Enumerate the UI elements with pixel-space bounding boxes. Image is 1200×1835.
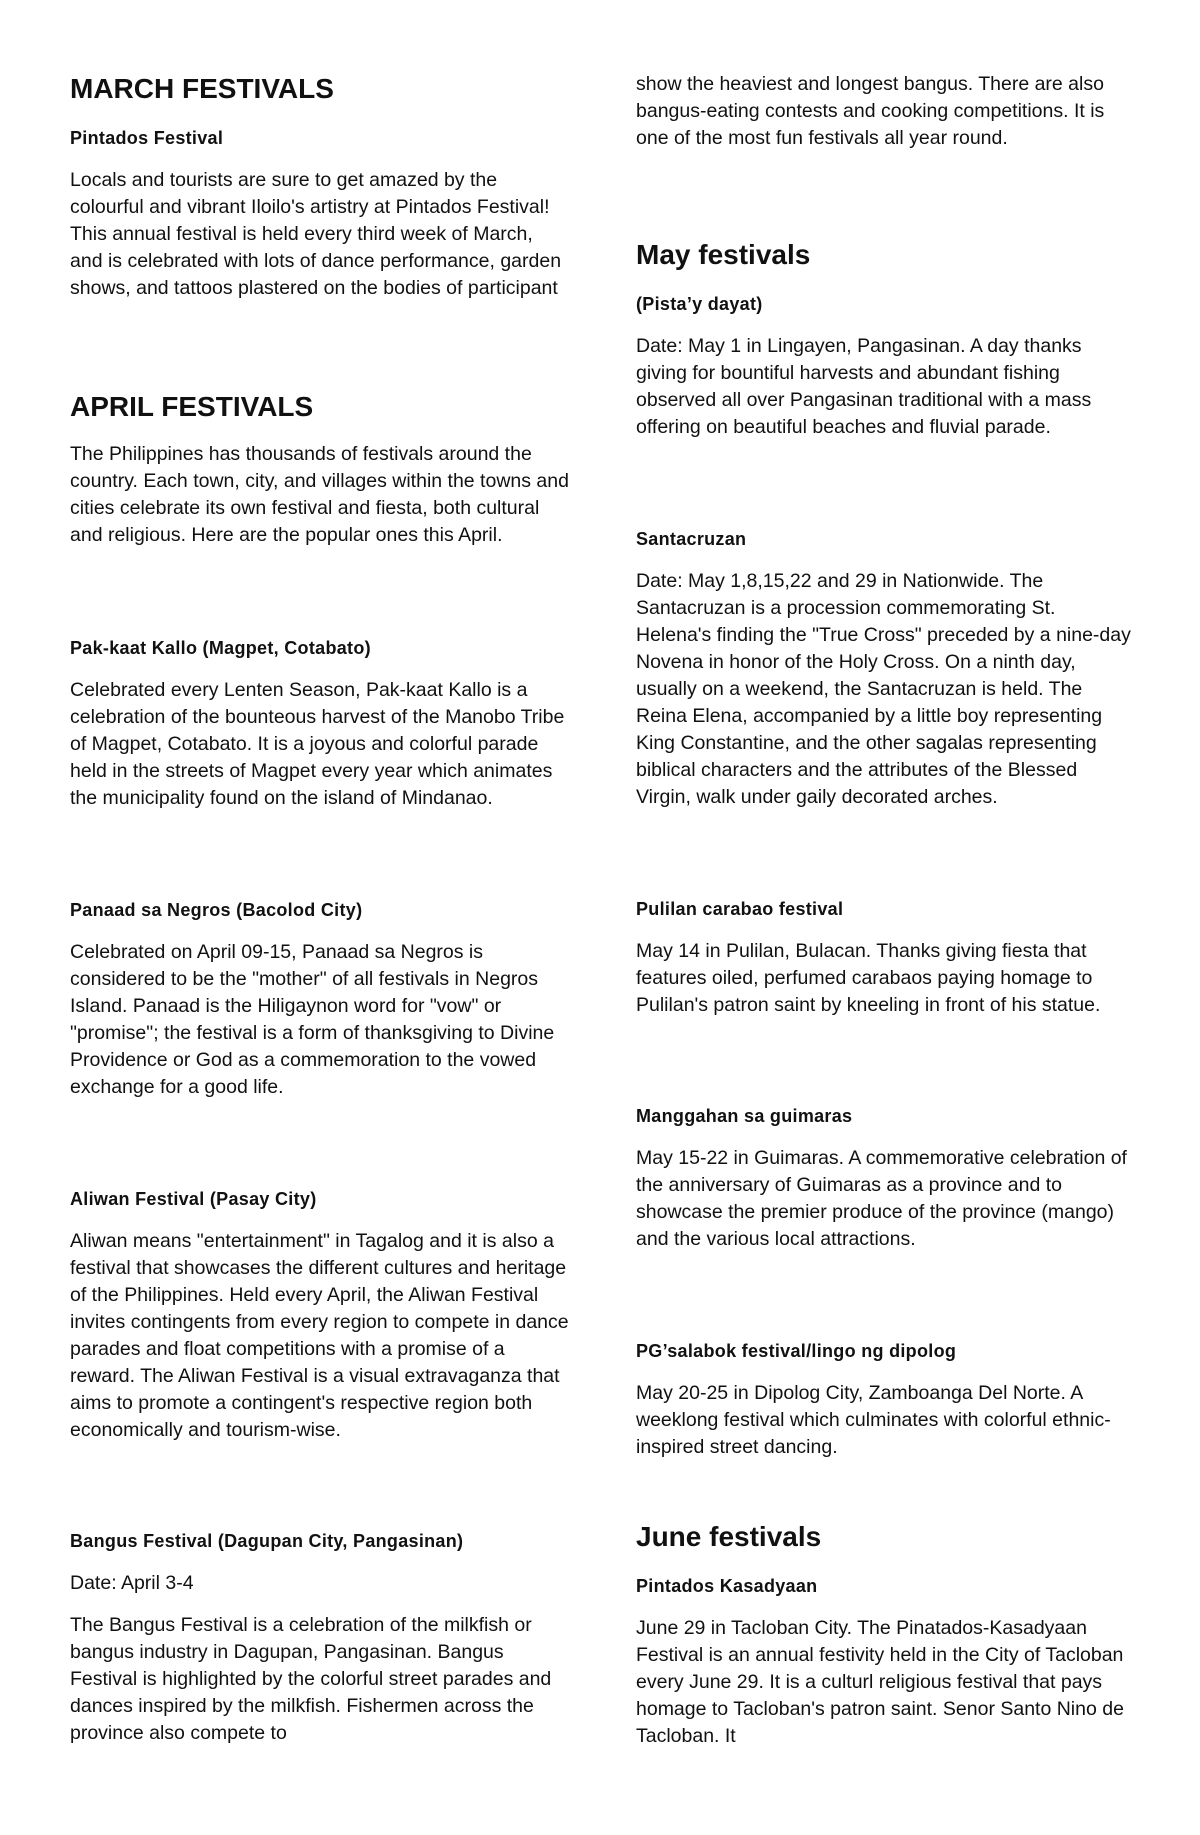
pgsalabok-text: May 20-25 in Dipolog City, Zamboanga Del Norte. A weeklong festival which culminates with colorful ethnic-inspired street dancing.: [636, 1382, 1111, 1458]
pistay-dayat-text: Date: May 1 in Lingayen, Pangasinan. A day thanks giving for bountiful harvests and abundant fishing observed all over Pangasinan traditional with a mass offering on beautiful beaches and fluvial parade.: [636, 335, 1092, 438]
bangus-date: Date: April 3-4: [70, 1572, 194, 1594]
pakkaat-kallo-text: Celebrated every Lenten Season, Pak-kaat Kallo is a celebration of the bounteous harvest of the Manobo Tribe of Magpet, Cotabato. It is a joyous and colorful parade held in the streets of Magpet every year which animates the municipality found on the island of Mindanao.: [70, 679, 565, 809]
pulilan-heading: Pulilan carabao festival: [636, 899, 844, 919]
june-festivals-heading: June festivals: [636, 1521, 822, 1552]
manggahan-heading: Manggahan sa guimaras: [636, 1106, 853, 1126]
bangus-continued-text: show the heaviest and longest bangus. There are also bangus-eating contests and cooking competitions. It is one of the most fun festivals all year round.: [636, 73, 1105, 149]
santacruzan-heading: Santacruzan: [636, 529, 747, 549]
may-festivals-heading: May festivals: [636, 239, 811, 270]
aliwan-text: Aliwan means "entertainment" in Tagalog and it is also a festival that showcases the different cultures and heritage of the Philippines. Held every April, the Aliwan Festival invites contingents from every region to compete in dance parades and float competitions with a promise of a reward. The Aliwan Festival is a visual extravaganza that aims to promote a contingent's respective region both economically and tourism-wise.: [70, 1230, 569, 1441]
pintados-kasadyaan-text: June 29 in Tacloban City. The Pinatados-Kasadyaan Festival is an annual festivity held in the City of Tacloban every June 29. It is a culturl religious festival that pays homage to Tacloban's patron saint. Senor Santo Nino de Tacloban. It: [636, 1617, 1124, 1747]
pintados-kasadyaan-heading: Pintados Kasadyaan: [636, 1576, 818, 1596]
april-festivals-heading: APRIL FESTIVALS: [70, 391, 314, 422]
panaad-heading: Panaad sa Negros (Bacolod City): [70, 900, 363, 920]
aliwan-heading: Aliwan Festival (Pasay City): [70, 1189, 317, 1209]
pakkaat-kallo-heading: Pak-kaat Kallo (Magpet, Cotabato): [70, 638, 371, 658]
pintados-festival-text: Locals and tourists are sure to get amazed by the colourful and vibrant Iloilo's artistry at Pintados Festival! This annual festival is held every third week of March, and is celebrated with lots of dance performance, garden shows, and tattoos plastered on the bodies of participant: [70, 169, 562, 299]
pintados-festival-heading: Pintados Festival: [70, 128, 224, 148]
pgsalabok-heading: PG’salabok festival/lingo ng dipolog: [636, 1341, 957, 1361]
april-intro-text: The Philippines has thousands of festivals around the country. Each town, city, and villages within the towns and cities celebrate its own festival and fiesta, both cultural and religious. Here are the popular ones this April.: [70, 443, 569, 546]
march-festivals-heading: MARCH FESTIVALS: [70, 73, 334, 104]
bangus-heading: Bangus Festival (Dagupan City, Pangasinan): [70, 1531, 464, 1551]
pistay-dayat-heading: (Pista’y dayat): [636, 294, 763, 314]
santacruzan-text: Date: May 1,8,15,22 and 29 in Nationwide. The Santacruzan is a procession commemorating St. Helena's finding the "True Cross" preceded by a nine-day Novena in honor of the Holy Cross. On a ninth day, usually on a weekend, the Santacruzan is held. The Reina Elena, accompanied by a little boy representing King Constantine, and the other sagalas representing biblical characters and the attributes of the Blessed Virgin, walk under gaily decorated arches.: [636, 570, 1131, 808]
bangus-text: The Bangus Festival is a celebration of the milkfish or bangus industry in Dagupan, Pangasinan. Bangus Festival is highlighted by the colorful street parades and dances inspired by the milkfish. Fishermen across the province also compete to: [70, 1614, 552, 1744]
pulilan-text: May 14 in Pulilan, Bulacan. Thanks giving fiesta that features oiled, perfumed carabaos paying homage to Pulilan's patron saint by kneeling in front of his statue.: [636, 940, 1101, 1016]
panaad-text: Celebrated on April 09-15, Panaad sa Negros is considered to be the "mother" of all festivals in Negros Island. Panaad is the Hiligaynon word for "vow" or "promise"; the festival is a form of thanksgiving to Divine Providence or God as a commemoration to the vowed exchange for a good life.: [70, 941, 555, 1098]
manggahan-text: May 15-22 in Guimaras. A commemorative celebration of the anniversary of Guimaras as a province and to showcase the premier produce of the province (mango) and the various local attractions.: [636, 1147, 1127, 1250]
